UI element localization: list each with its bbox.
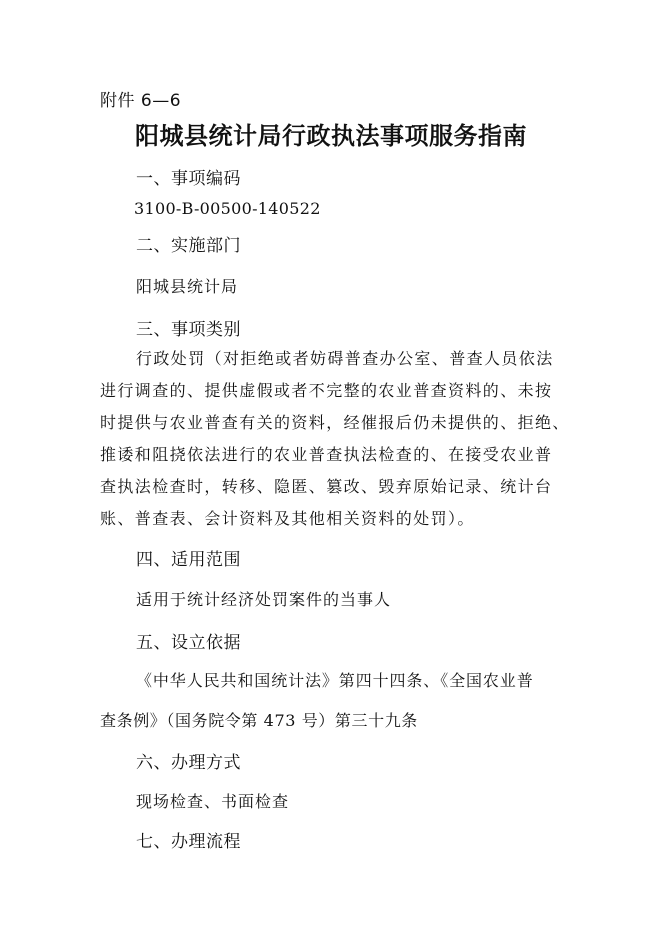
category-line: 查执法检查时，转移、隐匿、篡改、毁弃原始记录、统计台	[100, 477, 553, 496]
category-line: 进行调查的、提供虚假或者不完整的农业普查资料的、未按	[100, 381, 553, 400]
category-line: 账、普查表、会计资料及其他相关资料的处罚）。	[100, 509, 475, 528]
section-heading-method: 六、办理方式	[136, 753, 241, 773]
basis-line: 《中华人民共和国统计法》第四十四条、《全国农业普	[136, 671, 534, 690]
method-value: 现场检查、书面检查	[136, 792, 290, 811]
section-heading-item-code: 一、事项编码	[136, 169, 241, 189]
department-value: 阳城县统计局	[136, 277, 239, 296]
section-heading-basis: 五、设立依据	[136, 633, 241, 653]
category-paragraph	[100, 346, 570, 536]
scope-value: 适用于统计经济处罚案件的当事人	[136, 590, 392, 609]
category-line: 推诿和阻挠依法进行的农业普查执法检查的、在接受农业普	[100, 445, 553, 464]
category-line: 时提供与农业普查有关的资料，经催报后仍未提供的、拒绝、	[100, 413, 570, 432]
attachment-label: 附件 6—6	[100, 91, 182, 111]
section-heading-scope: 四、适用范围	[136, 550, 241, 570]
section-heading-category: 三、事项类别	[136, 320, 241, 340]
category-line: 行政处罚（对拒绝或者妨碍普查办公室、普查人员依法	[136, 349, 554, 368]
page-title: 阳城县统计局行政执法事项服务指南	[135, 121, 527, 150]
section-heading-department: 二、实施部门	[136, 236, 241, 256]
section-heading-process: 七、办理流程	[136, 832, 241, 852]
basis-line: 查条例》（国务院令第 473 号）第三十九条	[100, 711, 418, 730]
item-code-value: 3100-B-00500-140522	[134, 199, 321, 218]
basis-paragraph	[100, 668, 570, 728]
